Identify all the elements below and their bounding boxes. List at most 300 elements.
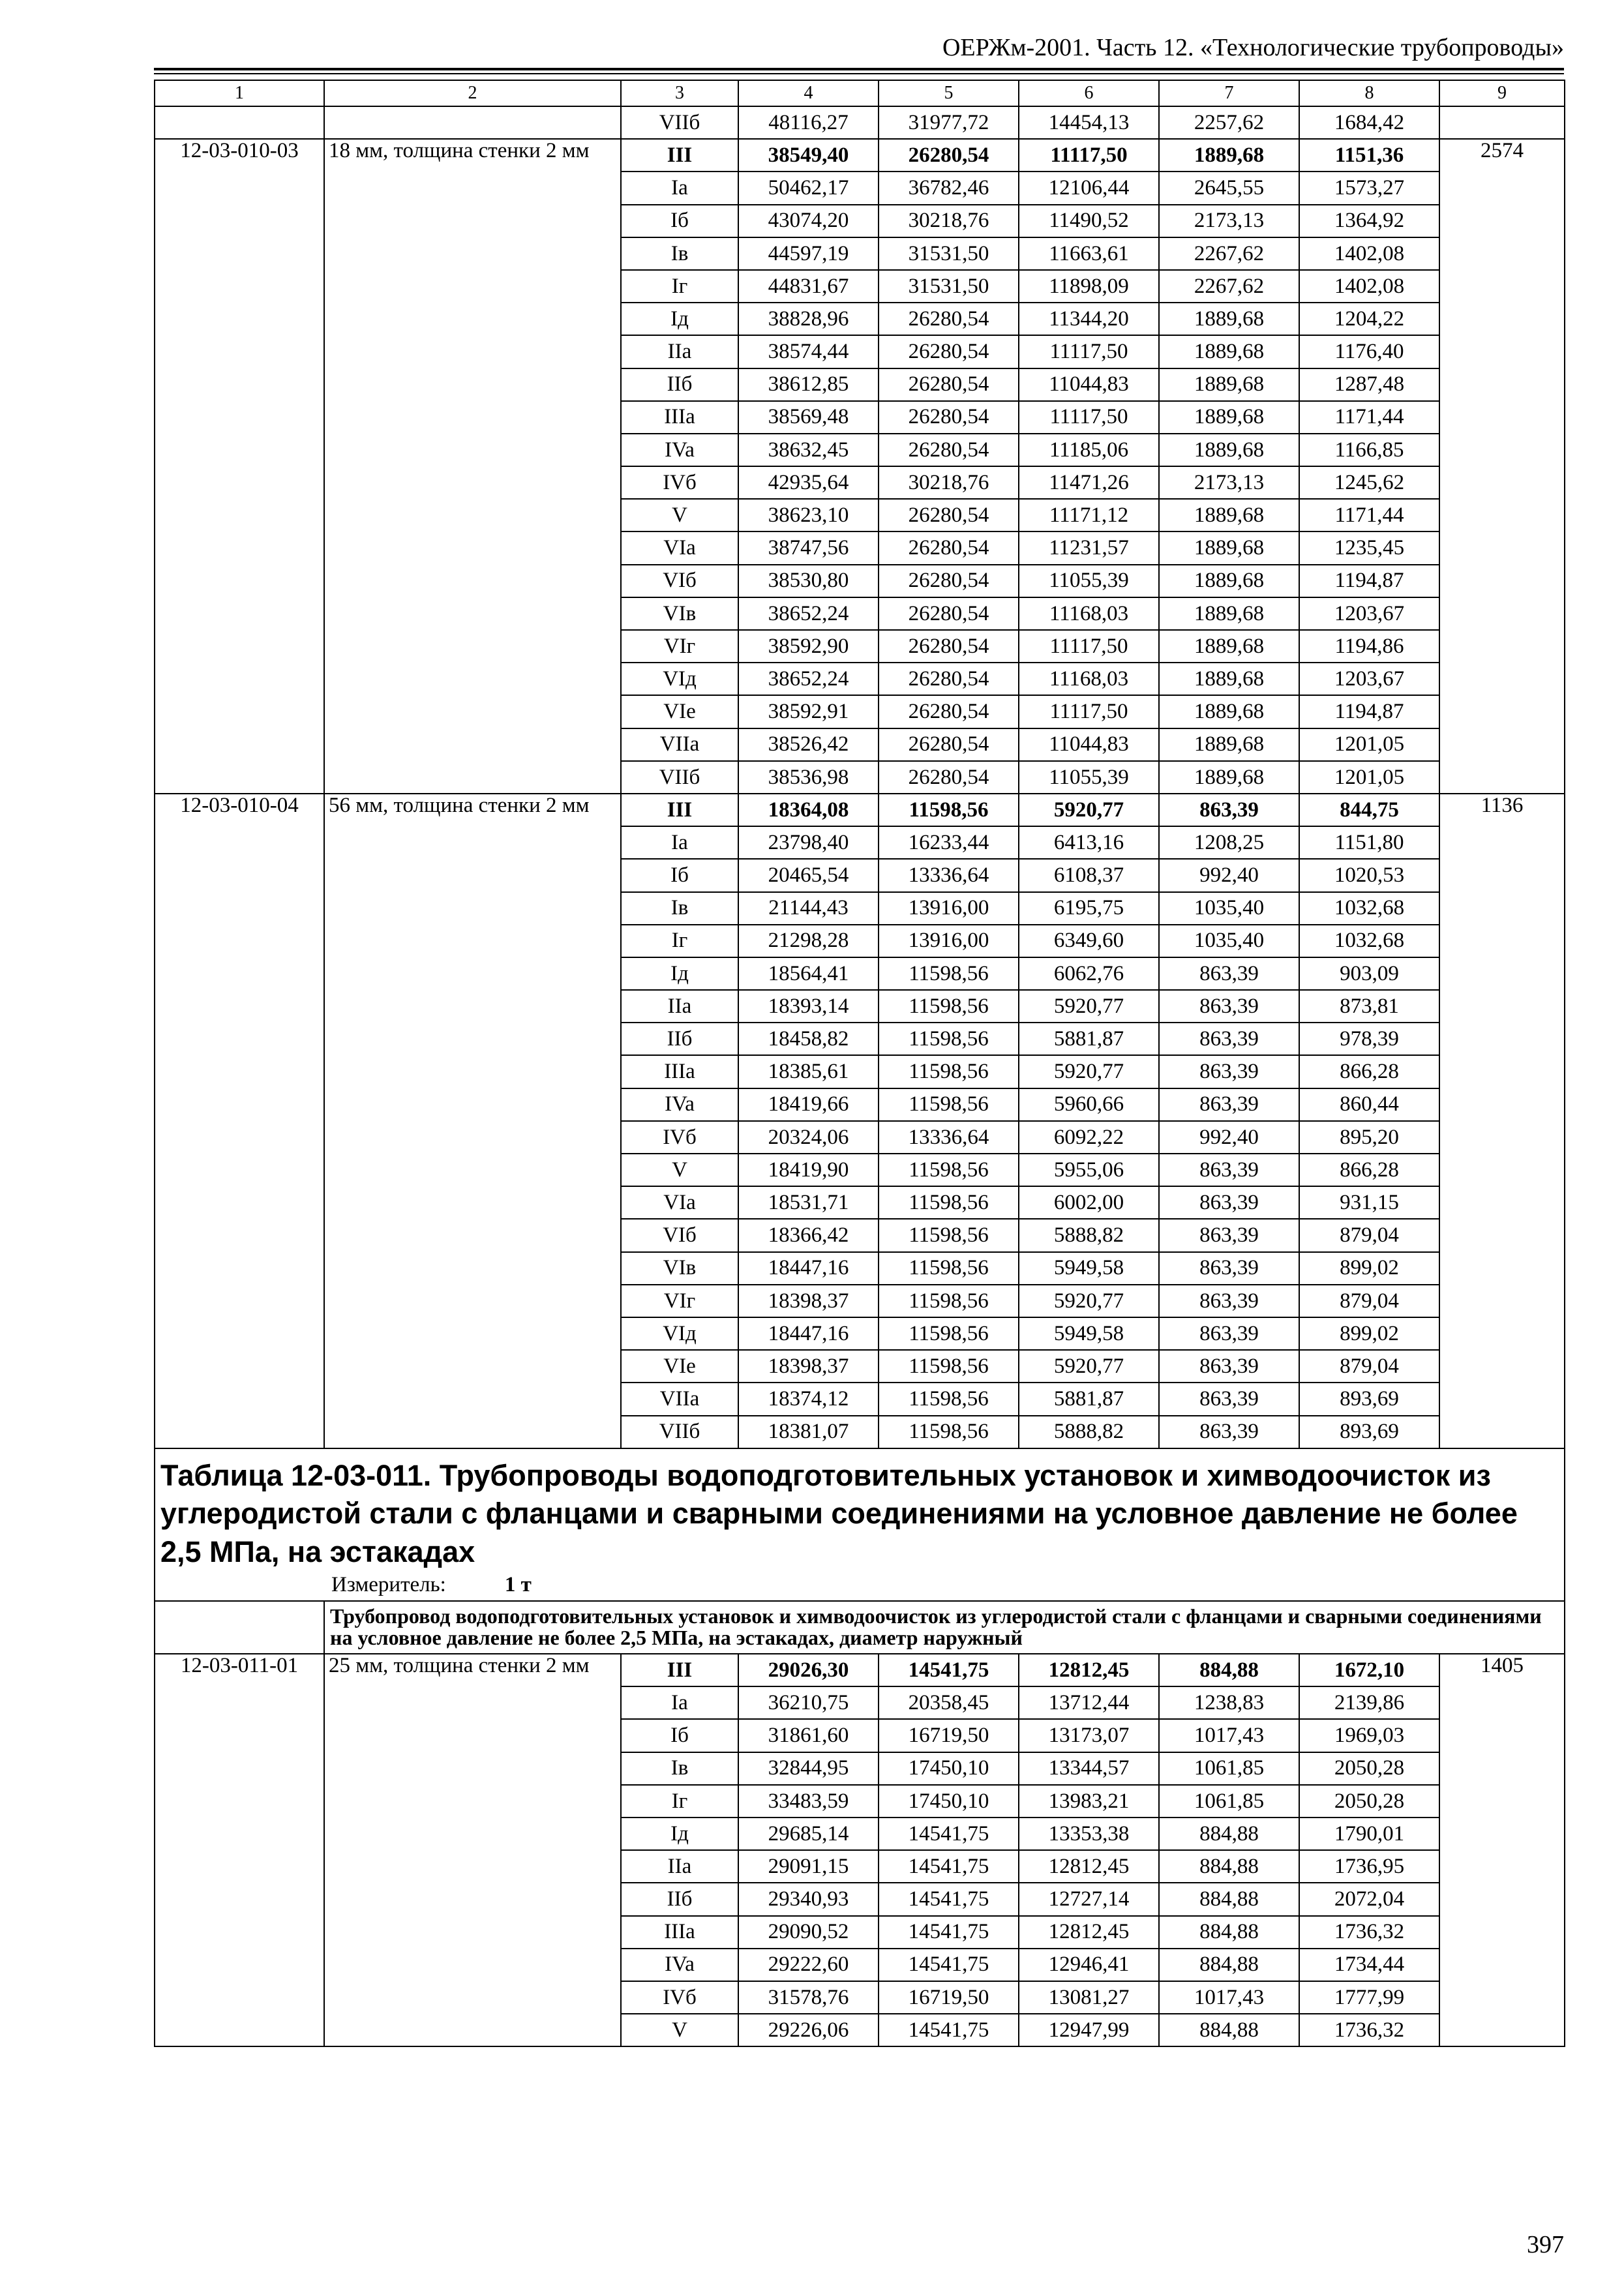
value-cell: 1573,27 <box>1299 172 1439 204</box>
value-cell: 18564,41 <box>738 957 879 990</box>
value-cell: 20465,54 <box>738 859 879 891</box>
value-cell: 31531,50 <box>879 270 1019 303</box>
value-cell: 5960,66 <box>1019 1088 1159 1121</box>
zone-code: IIб <box>621 1883 738 1915</box>
value-cell: 863,39 <box>1159 1219 1299 1251</box>
column-number: 1 <box>155 80 324 106</box>
value-cell: 13336,64 <box>879 859 1019 891</box>
zone-code: IIб <box>621 1023 738 1055</box>
value-cell: 12812,45 <box>1019 1850 1159 1883</box>
value-cell: 26280,54 <box>879 531 1019 564</box>
value-cell: 6195,75 <box>1019 892 1159 925</box>
zone-code: IVa <box>621 1088 738 1121</box>
zone-code: VIa <box>621 531 738 564</box>
table-row <box>155 794 1565 826</box>
value-cell: 863,39 <box>1159 1285 1299 1317</box>
value-cell: 38574,44 <box>738 335 879 368</box>
value-cell: 17450,10 <box>879 1785 1019 1818</box>
value-cell: 14541,75 <box>879 1850 1019 1883</box>
value-cell: 863,39 <box>1159 1350 1299 1383</box>
value-cell: 13983,21 <box>1019 1785 1159 1818</box>
value-cell: 11117,50 <box>1019 630 1159 663</box>
value-cell: 11231,57 <box>1019 531 1159 564</box>
value-cell: 1194,86 <box>1299 630 1439 663</box>
value-cell: 1035,40 <box>1159 925 1299 957</box>
column-number: 9 <box>1439 80 1565 106</box>
value-cell: 1889,68 <box>1159 499 1299 531</box>
value-cell: 2267,62 <box>1159 270 1299 303</box>
value-cell: 11598,56 <box>879 990 1019 1023</box>
value-cell: 38632,45 <box>738 434 879 466</box>
value-cell: 899,02 <box>1299 1252 1439 1285</box>
zone-code: Ia <box>621 1686 738 1719</box>
value-cell: 38828,96 <box>738 303 879 335</box>
value-cell: 11598,56 <box>879 1350 1019 1383</box>
value-cell: 884,88 <box>1159 2014 1299 2046</box>
value-cell: 11598,56 <box>879 1317 1019 1350</box>
measure-unit: 1 т <box>504 1573 532 1597</box>
value-cell: 43074,20 <box>738 205 879 237</box>
section-row <box>155 1601 1565 1654</box>
value-cell: 1017,43 <box>1159 1981 1299 2014</box>
value-cell: 1245,62 <box>1299 466 1439 499</box>
value-cell: 866,28 <box>1299 1154 1439 1186</box>
value-cell: 38652,24 <box>738 663 879 695</box>
value-cell: 18364,08 <box>738 794 879 826</box>
value-cell: 1238,83 <box>1159 1686 1299 1719</box>
value-cell: 11598,56 <box>879 1186 1019 1219</box>
value-cell: 26280,54 <box>879 401 1019 434</box>
total-cell: 1405 <box>1439 1654 1565 2046</box>
value-cell: 26280,54 <box>879 663 1019 695</box>
value-cell: 1889,68 <box>1159 368 1299 401</box>
value-cell: 30218,76 <box>879 205 1019 237</box>
value-cell: 11598,56 <box>879 794 1019 826</box>
value-cell: 18447,16 <box>738 1252 879 1285</box>
value-cell: 12947,99 <box>1019 2014 1159 2046</box>
value-cell: 1889,68 <box>1159 630 1299 663</box>
value-cell: 16233,44 <box>879 826 1019 859</box>
value-cell: 38652,24 <box>738 597 879 630</box>
zone-code: Iг <box>621 1785 738 1818</box>
value-cell: 1235,45 <box>1299 531 1439 564</box>
table-row <box>155 139 1565 172</box>
value-cell: 11598,56 <box>879 1285 1019 1317</box>
value-cell: 11598,56 <box>879 1055 1019 1088</box>
value-cell: 2050,28 <box>1299 1752 1439 1785</box>
value-cell: 1777,99 <box>1299 1981 1439 2014</box>
total-cell <box>1439 106 1565 139</box>
value-cell: 21144,43 <box>738 892 879 925</box>
value-cell: 26280,54 <box>879 303 1019 335</box>
value-cell: 11490,52 <box>1019 205 1159 237</box>
value-cell: 16719,50 <box>879 1719 1019 1752</box>
value-cell: 11663,61 <box>1019 237 1159 270</box>
value-cell: 893,69 <box>1299 1416 1439 1448</box>
zone-code: VIIб <box>621 1416 738 1448</box>
value-cell: 11598,56 <box>879 957 1019 990</box>
value-cell: 18393,14 <box>738 990 879 1023</box>
value-cell: 1889,68 <box>1159 597 1299 630</box>
value-cell: 30218,76 <box>879 466 1019 499</box>
zone-code: VIб <box>621 565 738 597</box>
value-cell: 26280,54 <box>879 499 1019 531</box>
value-cell: 863,39 <box>1159 990 1299 1023</box>
value-cell: 1151,36 <box>1299 139 1439 172</box>
value-cell: 11171,12 <box>1019 499 1159 531</box>
value-cell: 31861,60 <box>738 1719 879 1752</box>
value-cell: 1201,05 <box>1299 761 1439 794</box>
value-cell: 11898,09 <box>1019 270 1159 303</box>
value-cell: 11117,50 <box>1019 139 1159 172</box>
value-cell: 18531,71 <box>738 1186 879 1219</box>
column-number: 8 <box>1299 80 1439 106</box>
zone-code: VIIб <box>621 761 738 794</box>
zone-code: VIa <box>621 1186 738 1219</box>
zone-code: VIб <box>621 1219 738 1251</box>
zone-code: VIд <box>621 663 738 695</box>
value-cell: 11471,26 <box>1019 466 1159 499</box>
value-cell: 11055,39 <box>1019 761 1159 794</box>
zone-code: Iб <box>621 205 738 237</box>
zone-code: IIa <box>621 1850 738 1883</box>
value-cell: 26280,54 <box>879 728 1019 761</box>
zone-code: IVa <box>621 1949 738 1981</box>
value-cell: 863,39 <box>1159 1252 1299 1285</box>
value-cell: 931,15 <box>1299 1186 1439 1219</box>
value-cell: 5920,77 <box>1019 1350 1159 1383</box>
value-cell: 1736,32 <box>1299 2014 1439 2046</box>
value-cell: 1194,87 <box>1299 565 1439 597</box>
value-cell: 844,75 <box>1299 794 1439 826</box>
value-cell: 1201,05 <box>1299 728 1439 761</box>
value-cell: 863,39 <box>1159 1416 1299 1448</box>
value-cell: 26280,54 <box>879 434 1019 466</box>
value-cell: 6108,37 <box>1019 859 1159 891</box>
table-row <box>155 1654 1565 1686</box>
total-cell: 2574 <box>1439 139 1565 794</box>
value-cell: 863,39 <box>1159 1055 1299 1088</box>
rate-description: 25 мм, толщина стенки 2 мм <box>324 1654 621 2046</box>
value-cell: 1889,68 <box>1159 565 1299 597</box>
value-cell: 863,39 <box>1159 957 1299 990</box>
value-cell: 12812,45 <box>1019 1654 1159 1686</box>
zone-code: VIд <box>621 1317 738 1350</box>
value-cell: 6092,22 <box>1019 1121 1159 1154</box>
column-number: 2 <box>324 80 621 106</box>
value-cell: 11168,03 <box>1019 663 1159 695</box>
value-cell: 1402,08 <box>1299 237 1439 270</box>
value-cell: 21298,28 <box>738 925 879 957</box>
measure-line <box>160 1574 1559 1596</box>
value-cell: 1889,68 <box>1159 695 1299 728</box>
value-cell: 18381,07 <box>738 1416 879 1448</box>
value-cell: 11598,56 <box>879 1023 1019 1055</box>
price-table <box>154 80 1565 2047</box>
value-cell: 866,28 <box>1299 1055 1439 1088</box>
value-cell: 884,88 <box>1159 1883 1299 1915</box>
value-cell: 2645,55 <box>1159 172 1299 204</box>
value-cell: 6062,76 <box>1019 957 1159 990</box>
value-cell: 13916,00 <box>879 892 1019 925</box>
value-cell: 42935,64 <box>738 466 879 499</box>
value-cell: 36782,46 <box>879 172 1019 204</box>
value-cell: 1194,87 <box>1299 695 1439 728</box>
value-cell: 14541,75 <box>879 2014 1019 2046</box>
value-cell: 11117,50 <box>1019 401 1159 434</box>
header-rule <box>154 73 1564 74</box>
value-cell: 1736,32 <box>1299 1916 1439 1949</box>
value-cell: 5920,77 <box>1019 1285 1159 1317</box>
value-cell: 1203,67 <box>1299 597 1439 630</box>
value-cell: 32844,95 <box>738 1752 879 1785</box>
zone-code: IVб <box>621 1981 738 2014</box>
zone-code: Iг <box>621 270 738 303</box>
zone-code: Iв <box>621 892 738 925</box>
table-title: Таблица 12-03-011. Трубопроводы водоподготовительных установок и химводоочисток из углеродистой стали с фланцами и сварными соединениями на условное давление не более 2,5 МПа, на эстакадах <box>160 1458 1518 1568</box>
value-cell: 5920,77 <box>1019 1055 1159 1088</box>
value-cell: 1171,44 <box>1299 401 1439 434</box>
zone-code: VIIa <box>621 728 738 761</box>
value-cell: 11117,50 <box>1019 335 1159 368</box>
zone-code: III <box>621 139 738 172</box>
zone-code: VIIб <box>621 106 738 139</box>
zone-code: VIв <box>621 597 738 630</box>
value-cell: 879,04 <box>1299 1219 1439 1251</box>
zone-code: Iб <box>621 859 738 891</box>
value-cell: 863,39 <box>1159 794 1299 826</box>
value-cell: 33483,59 <box>738 1785 879 1818</box>
value-cell: 12727,14 <box>1019 1883 1159 1915</box>
value-cell: 1889,68 <box>1159 401 1299 434</box>
value-cell: 2050,28 <box>1299 1785 1439 1818</box>
value-cell: 1017,43 <box>1159 1719 1299 1752</box>
value-cell: 1889,68 <box>1159 761 1299 794</box>
value-cell: 23798,40 <box>738 826 879 859</box>
value-cell: 5949,58 <box>1019 1317 1159 1350</box>
value-cell: 11598,56 <box>879 1219 1019 1251</box>
value-cell: 17450,10 <box>879 1752 1019 1785</box>
value-cell: 13081,27 <box>1019 1981 1159 2014</box>
zone-code: V <box>621 2014 738 2046</box>
value-cell: 6349,60 <box>1019 925 1159 957</box>
value-cell: 44831,67 <box>738 270 879 303</box>
page-number: 397 <box>1527 2231 1564 2258</box>
rate-code: 12-03-010-04 <box>155 794 324 1448</box>
value-cell: 2139,86 <box>1299 1686 1439 1719</box>
value-cell: 5920,77 <box>1019 990 1159 1023</box>
value-cell: 29090,52 <box>738 1916 879 1949</box>
value-cell: 863,39 <box>1159 1154 1299 1186</box>
value-cell: 5888,82 <box>1019 1219 1159 1251</box>
value-cell: 5955,06 <box>1019 1154 1159 1186</box>
value-cell: 873,81 <box>1299 990 1439 1023</box>
value-cell: 38549,40 <box>738 139 879 172</box>
value-cell: 13353,38 <box>1019 1818 1159 1850</box>
value-cell: 1364,92 <box>1299 205 1439 237</box>
zone-code: IIIa <box>621 1055 738 1088</box>
value-cell: 11598,56 <box>879 1154 1019 1186</box>
value-cell: 893,69 <box>1299 1383 1439 1415</box>
value-cell: 13173,07 <box>1019 1719 1159 1752</box>
value-cell: 11185,06 <box>1019 434 1159 466</box>
value-cell: 1672,10 <box>1299 1654 1439 1686</box>
value-cell: 1790,01 <box>1299 1818 1439 1850</box>
zone-code: IIa <box>621 990 738 1023</box>
value-cell: 14541,75 <box>879 1818 1019 1850</box>
value-cell: 38536,98 <box>738 761 879 794</box>
value-cell: 26280,54 <box>879 368 1019 401</box>
value-cell: 863,39 <box>1159 1088 1299 1121</box>
measure-label: Измеритель: <box>331 1573 446 1597</box>
value-cell: 11598,56 <box>879 1088 1019 1121</box>
value-cell: 14541,75 <box>879 1654 1019 1686</box>
value-cell: 36210,75 <box>738 1686 879 1719</box>
rate-description: 56 мм, толщина стенки 2 мм <box>324 794 621 1448</box>
value-cell: 13344,57 <box>1019 1752 1159 1785</box>
value-cell: 863,39 <box>1159 1023 1299 1055</box>
zone-code: IIa <box>621 335 738 368</box>
value-cell: 903,09 <box>1299 957 1439 990</box>
value-cell: 26280,54 <box>879 565 1019 597</box>
value-cell: 1171,44 <box>1299 499 1439 531</box>
column-number-row <box>155 80 1565 106</box>
value-cell: 12812,45 <box>1019 1916 1159 1949</box>
value-cell: 11598,56 <box>879 1252 1019 1285</box>
value-cell: 1151,80 <box>1299 826 1439 859</box>
value-cell: 12106,44 <box>1019 172 1159 204</box>
value-cell: 11344,20 <box>1019 303 1159 335</box>
value-cell: 1204,22 <box>1299 303 1439 335</box>
column-number: 6 <box>1019 80 1159 106</box>
value-cell: 13336,64 <box>879 1121 1019 1154</box>
value-cell: 992,40 <box>1159 859 1299 891</box>
value-cell: 11168,03 <box>1019 597 1159 630</box>
value-cell: 1684,42 <box>1299 106 1439 139</box>
value-cell: 1889,68 <box>1159 728 1299 761</box>
value-cell: 38592,90 <box>738 630 879 663</box>
value-cell: 11117,50 <box>1019 695 1159 728</box>
running-header: ОЕРЖм-2001. Часть 12. «Технологические трубопроводы» <box>154 35 1564 70</box>
value-cell: 2267,62 <box>1159 237 1299 270</box>
value-cell: 1020,53 <box>1299 859 1439 891</box>
value-cell: 1889,68 <box>1159 434 1299 466</box>
table-row <box>155 106 1565 139</box>
value-cell: 20324,06 <box>738 1121 879 1154</box>
value-cell: 5881,87 <box>1019 1383 1159 1415</box>
value-cell: 1402,08 <box>1299 270 1439 303</box>
value-cell: 1889,68 <box>1159 303 1299 335</box>
value-cell: 11044,83 <box>1019 728 1159 761</box>
value-cell: 860,44 <box>1299 1088 1439 1121</box>
value-cell: 48116,27 <box>738 106 879 139</box>
value-cell: 18419,66 <box>738 1088 879 1121</box>
value-cell: 884,88 <box>1159 1818 1299 1850</box>
column-number: 3 <box>621 80 738 106</box>
value-cell: 1208,25 <box>1159 826 1299 859</box>
value-cell: 26280,54 <box>879 597 1019 630</box>
value-cell: 50462,17 <box>738 172 879 204</box>
value-cell: 38612,85 <box>738 368 879 401</box>
zone-code: VIe <box>621 1350 738 1383</box>
zone-code: IVa <box>621 434 738 466</box>
value-cell: 6002,00 <box>1019 1186 1159 1219</box>
value-cell: 12946,41 <box>1019 1949 1159 1981</box>
value-cell: 44597,19 <box>738 237 879 270</box>
value-cell: 18398,37 <box>738 1285 879 1317</box>
value-cell: 38530,80 <box>738 565 879 597</box>
zone-code: VIг <box>621 1285 738 1317</box>
zone-code: Iв <box>621 237 738 270</box>
value-cell: 1969,03 <box>1299 1719 1439 1752</box>
value-cell: 1889,68 <box>1159 531 1299 564</box>
value-cell: 1287,48 <box>1299 368 1439 401</box>
zone-code: Iд <box>621 1818 738 1850</box>
column-number: 4 <box>738 80 879 106</box>
value-cell: 5949,58 <box>1019 1252 1159 1285</box>
value-cell: 11055,39 <box>1019 565 1159 597</box>
value-cell: 38592,91 <box>738 695 879 728</box>
value-cell: 884,88 <box>1159 1654 1299 1686</box>
value-cell: 1889,68 <box>1159 139 1299 172</box>
rate-code: 12-03-010-03 <box>155 139 324 794</box>
section-spacer <box>155 1601 324 1654</box>
value-cell: 1032,68 <box>1299 892 1439 925</box>
value-cell: 884,88 <box>1159 1850 1299 1883</box>
zone-code: III <box>621 794 738 826</box>
column-number: 7 <box>1159 80 1299 106</box>
value-cell: 5881,87 <box>1019 1023 1159 1055</box>
value-cell: 38623,10 <box>738 499 879 531</box>
zone-code: IVб <box>621 1121 738 1154</box>
value-cell: 1889,68 <box>1159 663 1299 695</box>
value-cell: 978,39 <box>1299 1023 1439 1055</box>
value-cell: 5888,82 <box>1019 1416 1159 1448</box>
value-cell: 1734,44 <box>1299 1949 1439 1981</box>
value-cell: 38747,56 <box>738 531 879 564</box>
value-cell: 11598,56 <box>879 1416 1019 1448</box>
table-caption-row <box>155 1448 1565 1601</box>
zone-code: Ia <box>621 826 738 859</box>
value-cell: 26280,54 <box>879 335 1019 368</box>
value-cell: 884,88 <box>1159 1916 1299 1949</box>
value-cell: 38526,42 <box>738 728 879 761</box>
value-cell: 18447,16 <box>738 1317 879 1350</box>
rate-description: 18 мм, толщина стенки 2 мм <box>324 139 621 794</box>
value-cell: 1176,40 <box>1299 335 1439 368</box>
value-cell: 38569,48 <box>738 401 879 434</box>
zone-code: VIe <box>621 695 738 728</box>
zone-code: VIв <box>621 1252 738 1285</box>
value-cell: 884,88 <box>1159 1949 1299 1981</box>
value-cell: 1032,68 <box>1299 925 1439 957</box>
value-cell: 13916,00 <box>879 925 1019 957</box>
value-cell: 6413,16 <box>1019 826 1159 859</box>
value-cell: 31531,50 <box>879 237 1019 270</box>
value-cell: 14541,75 <box>879 1949 1019 1981</box>
total-cell: 1136 <box>1439 794 1565 1448</box>
zone-code: VIг <box>621 630 738 663</box>
zone-code: IIб <box>621 368 738 401</box>
value-cell: 31578,76 <box>738 1981 879 2014</box>
zone-code: Iг <box>621 925 738 957</box>
zone-code: V <box>621 1154 738 1186</box>
column-number: 5 <box>879 80 1019 106</box>
value-cell: 18374,12 <box>738 1383 879 1415</box>
value-cell: 26280,54 <box>879 139 1019 172</box>
value-cell: 5920,77 <box>1019 794 1159 826</box>
zone-code: IIIa <box>621 401 738 434</box>
